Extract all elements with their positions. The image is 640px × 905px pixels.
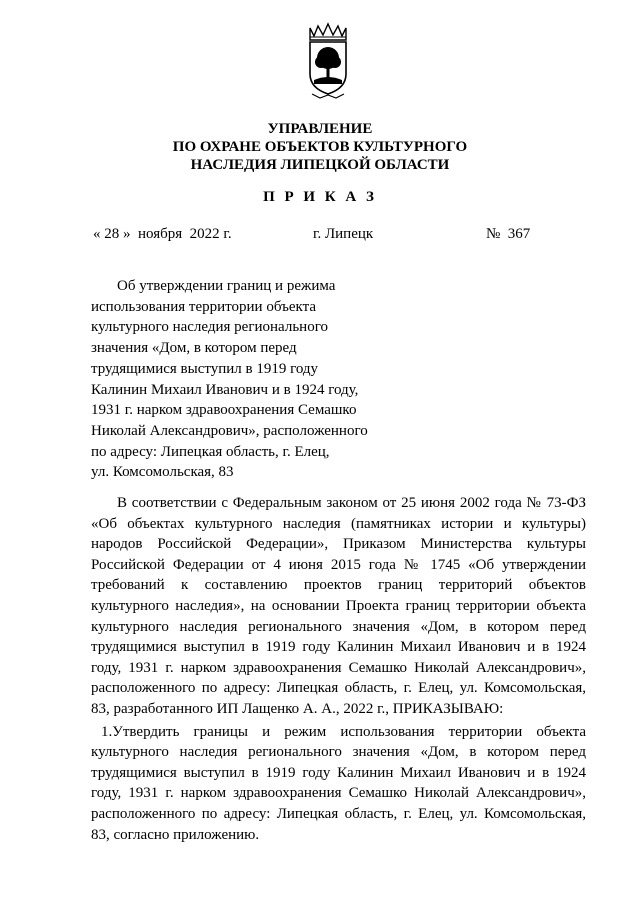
body-line: Российской Федерации от 4 июня 2015 года № 1745 «Об утверждении bbox=[91, 556, 586, 573]
order-number: № 367 bbox=[486, 226, 531, 242]
body-line: трудящимися выступил в 1919 году Калинин Михаил Иванович и в 1924 bbox=[91, 764, 586, 781]
body-line: расположенного по адресу: Липецкая область, г. Елец, ул. Комсомольская, bbox=[91, 680, 586, 697]
body-line: году, 1931 г. нарком здравоохранения Семашко Николай Александрович», bbox=[91, 659, 586, 676]
body-line: «Об объектах культурного наследия (памятниках истории и культуры) bbox=[91, 515, 586, 532]
order-date: « 28 » ноября 2022 г. bbox=[93, 226, 232, 242]
body-line: 1.Утвердить границы и режим использования территории объекта bbox=[101, 723, 586, 740]
organization-header bbox=[0, 120, 640, 174]
subject-line: трудящимися выступил в 1919 году bbox=[91, 360, 319, 377]
subject-line: Об утверждении границ и режима bbox=[117, 278, 336, 294]
body-line: трудящимися выступил в 1919 году Калинин Михаил Иванович и в 1924 bbox=[91, 639, 586, 656]
subject-line: Николай Александрович», расположенного bbox=[91, 422, 368, 439]
body-line: В соответствии с Федеральным законом от 25 июня 2002 года № 73-ФЗ bbox=[117, 495, 586, 511]
subject-line: использования территории объекта bbox=[91, 298, 316, 315]
header-line: ПО ОХРАНЕ ОБЪЕКТОВ КУЛЬТУРНОГО bbox=[172, 139, 468, 155]
subject-line: 1931 г. нарком здравоохранения Семашко bbox=[91, 402, 357, 419]
header-line: УПРАВЛЕНИЕ bbox=[267, 121, 373, 137]
subject-line: ул. Комсомольская, 83 bbox=[91, 464, 234, 481]
body-line: народов Российской Федерации», Приказом Министерства культуры bbox=[91, 536, 586, 553]
order-body bbox=[91, 493, 586, 845]
body-line: расположенного по адресу: Липецкая область, г. Елец, ул. Комсомольская, bbox=[91, 805, 586, 822]
subject-line: значения «Дом, в котором перед bbox=[91, 340, 297, 357]
subject-line: культурного наследия регионального bbox=[91, 319, 328, 336]
body-line: требований к составлению проектов границ территорий объектов bbox=[91, 577, 586, 594]
order-subject bbox=[91, 276, 391, 483]
coat-of-arms-icon bbox=[304, 22, 352, 102]
order-place: г. Липецк bbox=[313, 226, 374, 242]
subject-line: Калинин Михаил Иванович и в 1924 году, bbox=[91, 381, 359, 398]
subject-line: по адресу: Липецкая область, г. Елец, bbox=[91, 443, 330, 460]
body-line: 83, согласно приложению. bbox=[91, 826, 260, 843]
body-line: 83, разработанного ИП Лащенко А. А., 2022 г., ПРИКАЗЫВАЮ: bbox=[91, 700, 504, 717]
document-title: П Р И К А З bbox=[263, 189, 377, 205]
body-line: культурного наследия регионального значения «Дом, в котором перед bbox=[91, 618, 586, 635]
body-line: культурного наследия», на основании Проекта границ территории объекта bbox=[91, 597, 586, 614]
body-line: культурного наследия регионального значения «Дом, в котором перед bbox=[91, 744, 586, 761]
body-line: году, 1931 г. нарком здравоохранения Семашко Николай Александрович», bbox=[91, 785, 586, 802]
header-line: НАСЛЕДИЯ ЛИПЕЦКОЙ ОБЛАСТИ bbox=[190, 157, 450, 173]
